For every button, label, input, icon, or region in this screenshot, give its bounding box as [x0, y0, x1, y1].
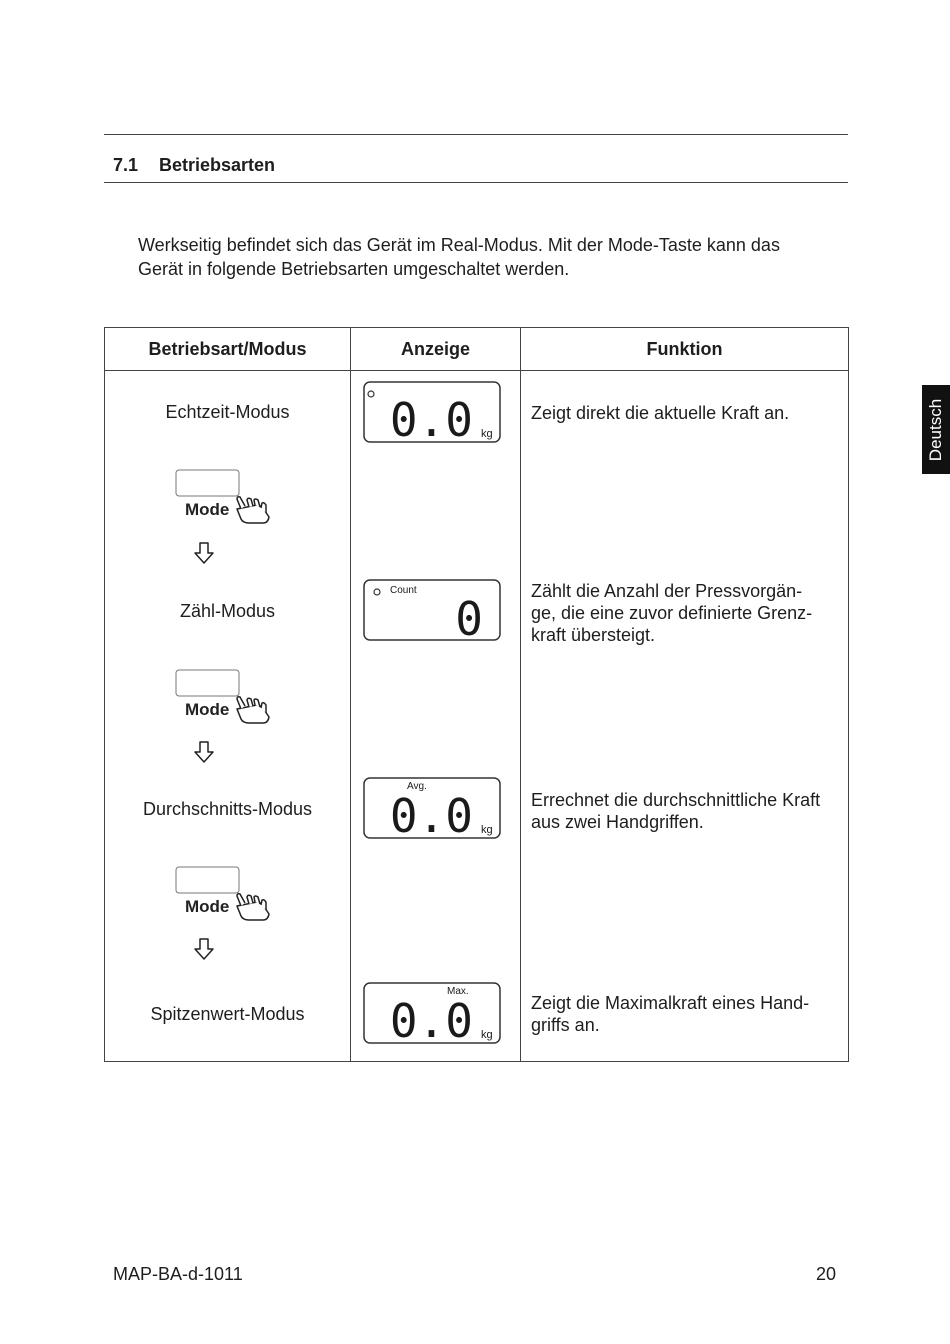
function-line: ge, die eine zuvor definierte Grenz-: [531, 603, 813, 623]
section-number: 7.1: [113, 155, 139, 175]
section-heading: [113, 155, 275, 176]
mode-label-realtime: Echtzeit-Modus: [165, 402, 290, 422]
function-line: aus zwei Handgriffen.: [531, 812, 704, 832]
lcd-display-average: [363, 777, 501, 839]
language-tab-label: Deutsch: [926, 398, 945, 461]
lcd-unit: kg: [481, 824, 493, 836]
function-peak: [531, 992, 843, 1036]
table-body-row: [105, 371, 849, 1062]
intro-paragraph: [138, 233, 838, 281]
pointing-hand-icon: [237, 497, 269, 523]
mode-button-icon: [175, 669, 275, 725]
top-rule: [104, 134, 848, 135]
lcd-display-realtime: [363, 381, 501, 443]
function-average: [531, 789, 843, 833]
pointing-hand-icon: [237, 894, 269, 920]
table-header-row: [105, 328, 849, 371]
function-count: [531, 580, 843, 646]
header-mode: Betriebsart/Modus: [105, 328, 351, 371]
modes-table: [104, 327, 849, 1062]
mode-label-count: Zähl-Modus: [179, 601, 276, 621]
footer-doc-id: MAP-BA-d-1011: [113, 1264, 243, 1284]
header-display: Anzeige: [351, 328, 521, 371]
mode-button-icon: [175, 866, 275, 922]
down-arrow-icon: [193, 541, 215, 565]
lcd-value: 0.0: [389, 393, 473, 443]
pointing-hand-icon: [237, 697, 269, 723]
lcd-indicator: Max.: [447, 986, 469, 997]
intro-line: Gerät in folgende Betriebsarten umgeschaltet werden.: [138, 259, 570, 279]
lcd-display-count: [363, 579, 501, 641]
section-title: Betriebsarten: [159, 155, 276, 175]
footer-page-number: 20: [816, 1264, 837, 1284]
mode-button-icon: [175, 469, 275, 525]
mode-label-peak: Spitzenwert-Modus: [150, 1004, 305, 1024]
function-realtime: [531, 402, 843, 424]
lcd-unit: kg: [481, 1029, 493, 1041]
function-column: [521, 371, 849, 1062]
function-line: Zeigt die Maximalkraft eines Hand-: [531, 993, 810, 1013]
heading-rule: [104, 182, 848, 183]
intro-line: Werkseitig befindet sich das Gerät im Real-Modus. Mit der Mode-Taste kann das: [138, 235, 780, 255]
lcd-value: 0.0: [389, 994, 473, 1044]
function-line: Errechnet die durchschnittliche Kraft: [531, 790, 821, 810]
lcd-indicator: Count: [390, 585, 417, 596]
header-function: Funktion: [521, 328, 849, 371]
lcd-value: 0: [455, 592, 483, 641]
down-arrow-icon: [193, 740, 215, 764]
mode-button-label: Mode: [185, 700, 230, 719]
lcd-unit: kg: [481, 428, 493, 440]
mode-column: [105, 371, 351, 1062]
mode-label-average: Durchschnitts-Modus: [142, 799, 313, 819]
lcd-value: 0.0: [389, 789, 473, 839]
display-column: [351, 371, 521, 1062]
mode-button-label: Mode: [185, 897, 230, 916]
function-line: kraft übersteigt.: [531, 625, 656, 645]
function-line: Zeigt direkt die aktuelle Kraft an.: [531, 403, 790, 423]
function-line: Zählt die Anzahl der Pressvorgän-: [531, 581, 803, 601]
down-arrow-icon: [193, 937, 215, 961]
language-tab: [922, 385, 950, 474]
function-line: griffs an.: [531, 1015, 600, 1035]
lcd-indicator: Avg.: [407, 781, 427, 792]
lcd-display-peak: [363, 982, 501, 1044]
mode-button-label: Mode: [185, 500, 230, 519]
